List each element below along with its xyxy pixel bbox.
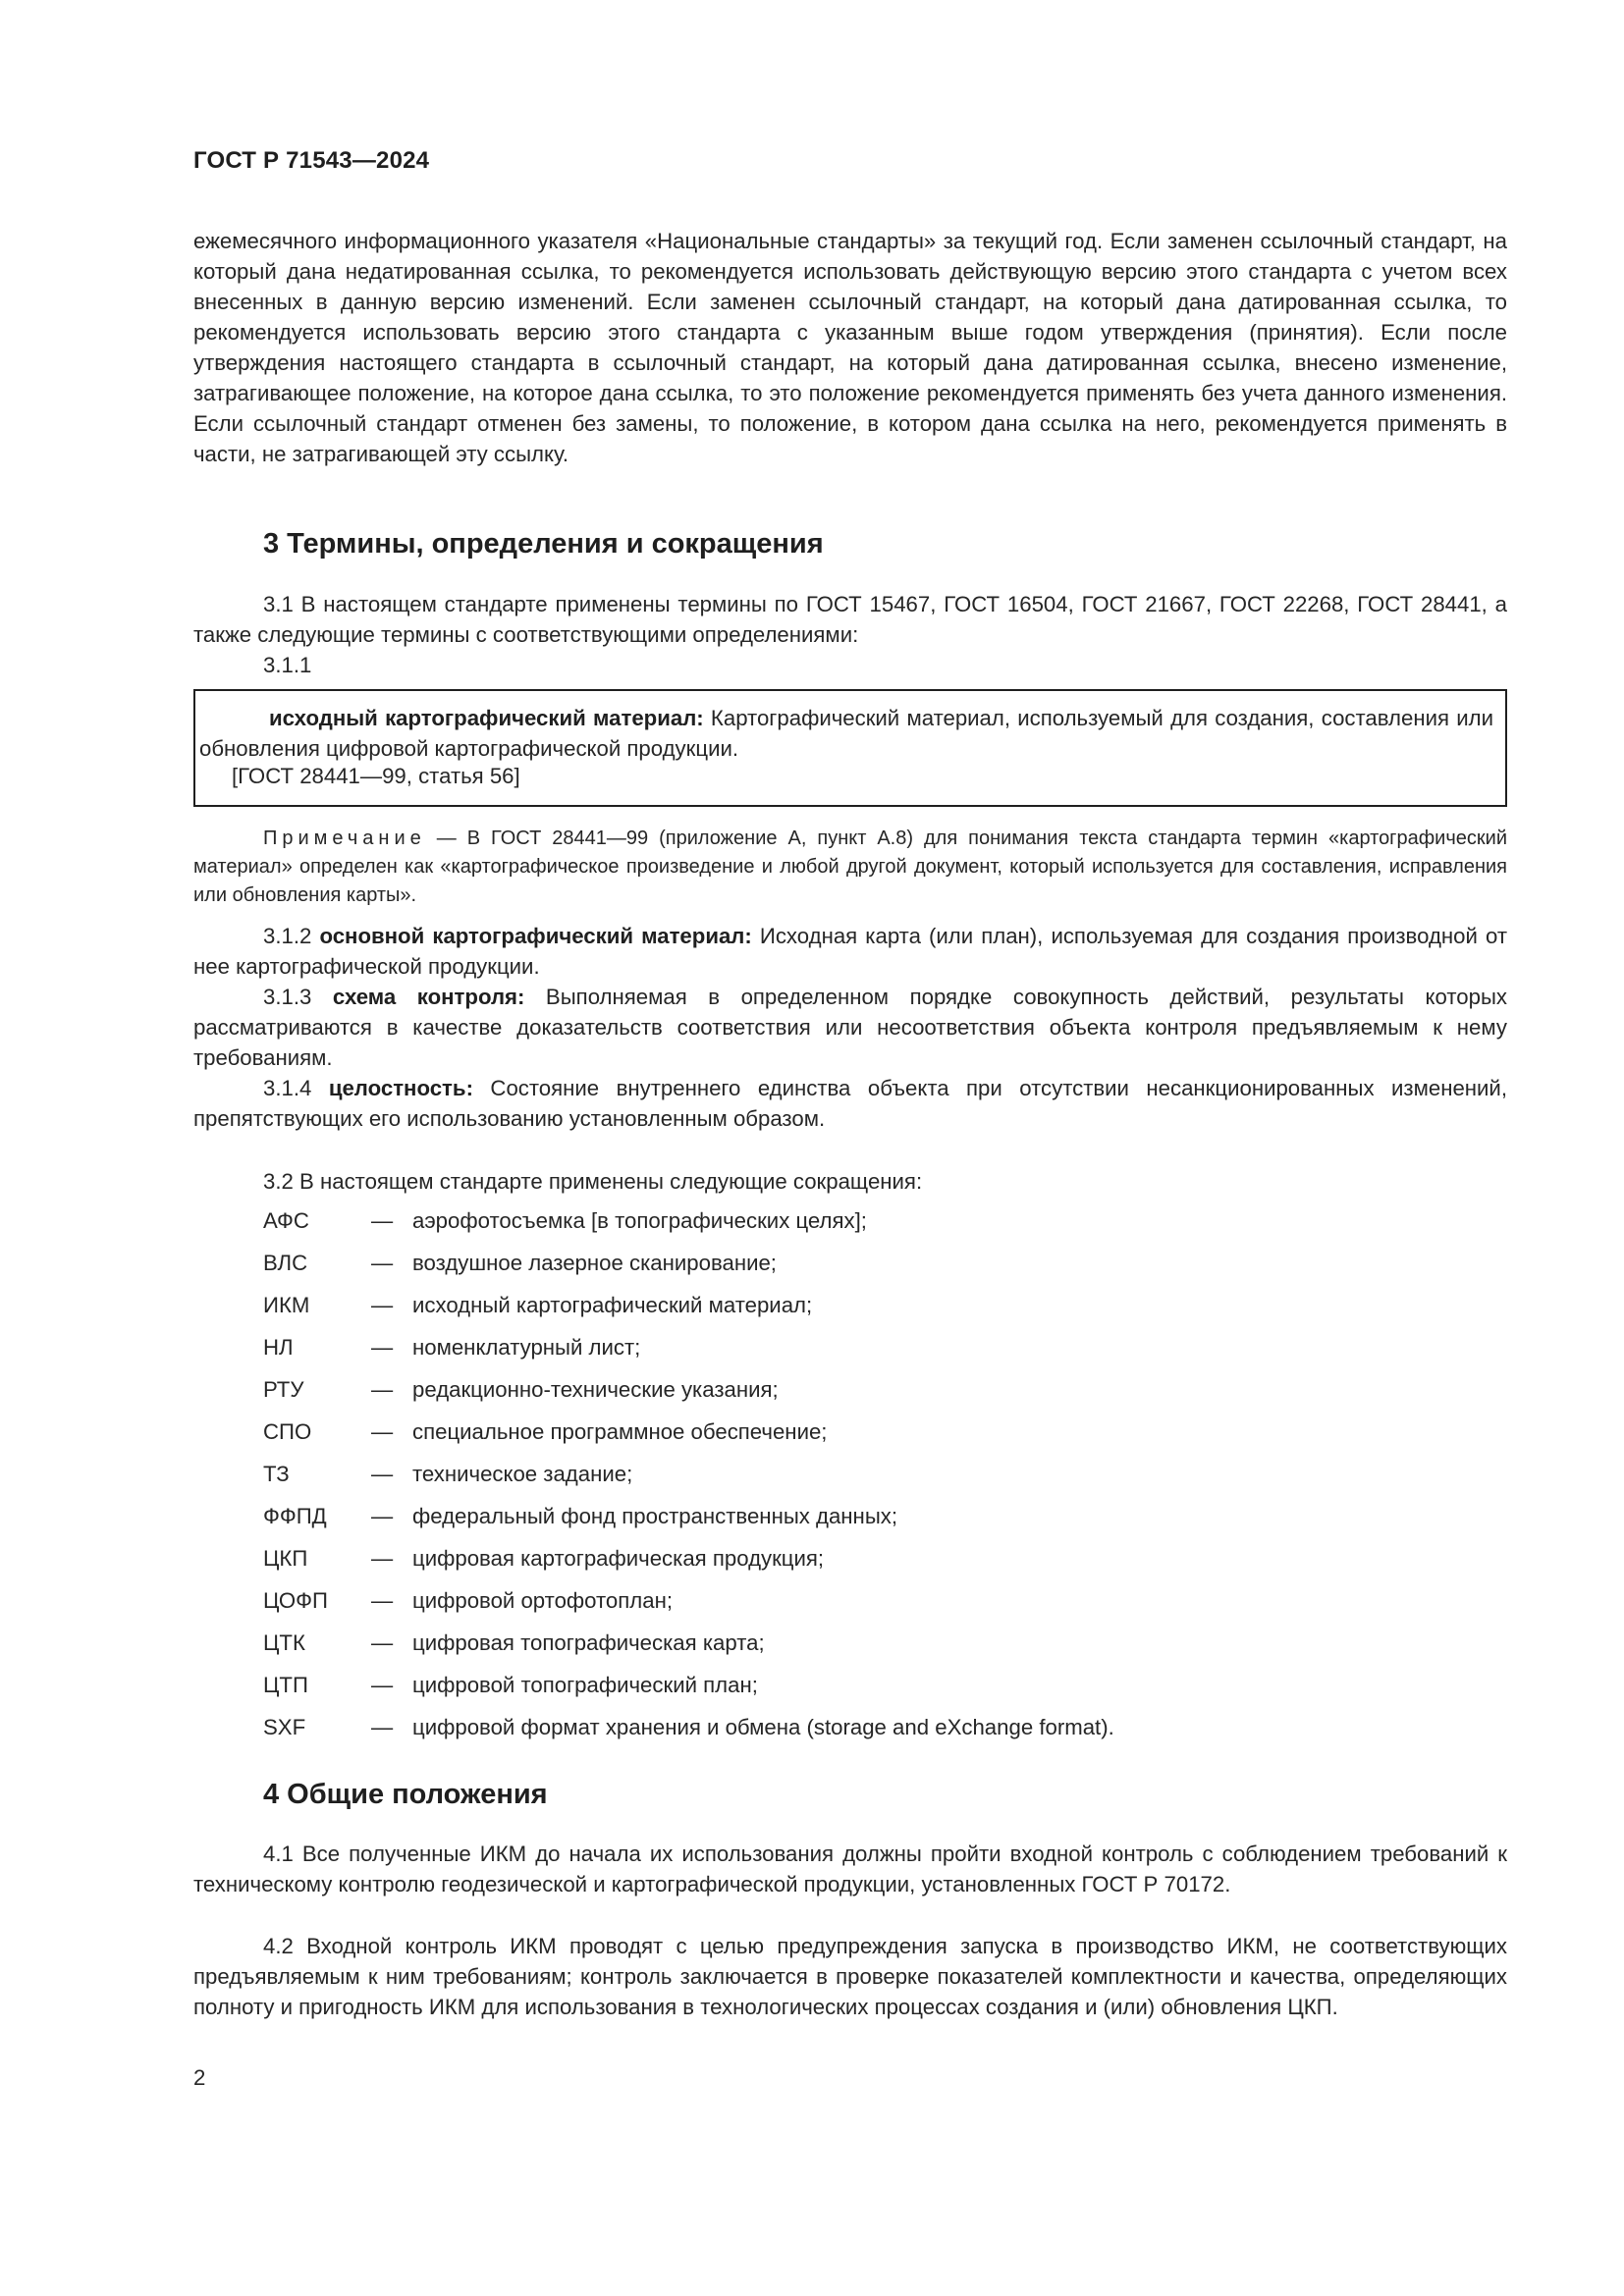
paragraph-4-1: 4.1 Все полученные ИКМ до начала их использования должны пройти входной контроль с соблюдением требований к техническому контролю геодезической и картографической продукции, установленных ГОСТ Р 70172. — [193, 1842, 1507, 1896]
abbreviation: ЦТК — [263, 1630, 305, 1655]
note-paragraph — [193, 825, 1507, 910]
note-label: Примечание — [263, 828, 426, 849]
running-header-doc-id: ГОСТ Р 71543—2024 — [193, 147, 430, 174]
em-dash: — — [371, 1673, 394, 1697]
abbreviation-row — [263, 1205, 1441, 1248]
term-definition: Исходная карта (или план), используемая для создания производной от нее картографической продукции. — [193, 924, 1507, 979]
em-dash: — — [371, 1293, 394, 1317]
abbreviation-definition: цифровая картографическая продукция; — [412, 1546, 825, 1571]
em-dash: — — [371, 1335, 394, 1360]
abbreviation-row — [263, 1628, 1441, 1670]
abbreviation-row — [263, 1290, 1441, 1332]
section-4-heading: 4 Общие положения — [263, 1779, 548, 1810]
abbreviation: ВЛС — [263, 1251, 308, 1275]
abbreviation: ТЗ — [263, 1462, 290, 1486]
abbreviation-definition: цифровая топографическая карта; — [412, 1630, 765, 1655]
abbreviation-row — [263, 1416, 1441, 1459]
definition-3-1-1: Картографический материал, используемый для создания, составления или обновления цифровой картографической продукции. — [199, 706, 1493, 761]
term-title: основной картографический материал: — [319, 924, 752, 948]
abbreviation-definition: специальное программное обеспечение; — [412, 1419, 828, 1444]
abbreviation-definition: федеральный фонд пространственных данных; — [412, 1504, 898, 1528]
abbreviation: ФФПД — [263, 1504, 327, 1528]
abbreviation-definition: цифровой формат хранения и обмена (storage and eXchange format). — [412, 1715, 1114, 1739]
abbreviation-row — [263, 1543, 1441, 1585]
abbreviation-row — [263, 1332, 1441, 1374]
paragraph-3-1-1-number: 3.1.1 — [263, 653, 312, 677]
abbreviation-row — [263, 1712, 1441, 1754]
page-number: 2 — [193, 2065, 206, 2090]
term-3-1-2 — [193, 921, 1507, 982]
abbreviation: ИКМ — [263, 1293, 310, 1317]
section-3-heading: 3 Термины, определения и сокращения — [263, 528, 824, 560]
abbreviation: ЦКП — [263, 1546, 308, 1571]
abbreviation: ЦТП — [263, 1673, 308, 1697]
em-dash: — — [371, 1462, 394, 1486]
abbreviation: АФС — [263, 1208, 309, 1233]
abbreviation: СПО — [263, 1419, 312, 1444]
abbreviation: SXF — [263, 1715, 306, 1739]
abbreviation-definition: цифровой ортофотоплан; — [412, 1588, 673, 1613]
abbreviation-definition: номенклатурный лист; — [412, 1335, 641, 1360]
em-dash: — — [371, 1251, 394, 1275]
abbreviation-row — [263, 1248, 1441, 1290]
term-title: схема контроля: — [332, 985, 525, 1009]
paragraph-3-2: 3.2 В настоящем стандарте применены следующие сокращения: — [263, 1169, 923, 1194]
abbreviation: РТУ — [263, 1377, 304, 1402]
intro-paragraph: ежемесячного информационного указателя «Национальные стандарты» за текущий год. Если заменен ссылочный стандарт, на который дана недатированная ссылка, то рекомендуется использовать действующую версию этого стандарта с учетом всех внесенных в данную версию изменений. Если заменен ссылочный стандарт, на который дана датированная ссылка, то рекомендуется использовать версию этого стандарта с указанным выше годом утверждения (принятия). Если после утверждения настоящего стандарта в ссылочный стандарт, на который дана датированная ссылка, внесено изменение, затрагивающее положение, на которое дана ссылка, то это положение рекомендуется применять без учета данного изменения. Если ссылочный стандарт отменен без замены, то положение, в котором дана ссылка на него, рекомендуется применять в части, не затрагивающей эту ссылку. — [193, 229, 1507, 466]
abbreviation-row — [263, 1501, 1441, 1543]
abbreviation-definition: цифровой топографический план; — [412, 1673, 758, 1697]
em-dash: — — [371, 1504, 394, 1528]
abbreviation: НЛ — [263, 1335, 294, 1360]
abbreviation-definition: аэрофотосъемка [в топографических целях]; — [412, 1208, 867, 1233]
term-definition-3-1-1 — [199, 703, 1493, 764]
paragraph-3-1: 3.1 В настоящем стандарте применены термины по ГОСТ 15467, ГОСТ 16504, ГОСТ 21667, ГОСТ 22268, ГОСТ 28441, а также следующие термины с соответствующими определениями: — [193, 592, 1507, 647]
paragraph-4-2: 4.2 Входной контроль ИКМ проводят с целью предупреждения запуска в производство ИКМ, не соответствующих предъявляемым к ним требованиям; контроль заключается в проверке показателей комплектности и качества, определяющих полноту и пригодность ИКМ для использования в технологических процессах создания и (или) обновления ЦКП. — [193, 1934, 1507, 2019]
term-definition-box — [193, 689, 1507, 807]
abbreviation-definition: техническое задание; — [412, 1462, 633, 1486]
term-3-1-3 — [193, 982, 1507, 1073]
abbreviation-row — [263, 1374, 1441, 1416]
em-dash: — — [371, 1377, 394, 1402]
abbreviation-row — [263, 1670, 1441, 1712]
abbreviations-list — [263, 1205, 1441, 1754]
em-dash: — — [371, 1715, 394, 1739]
term-3-1-4 — [193, 1073, 1507, 1134]
em-dash: — — [371, 1208, 394, 1233]
term-source-reference: [ГОСТ 28441—99, статья 56] — [232, 764, 520, 788]
em-dash: — — [371, 1419, 394, 1444]
abbreviation: ЦОФП — [263, 1588, 328, 1613]
term-definition: Выполняемая в определенном порядке совокупность действий, результаты которых рассматриваются в качестве доказательств соответствия или несоответствия объекта контроля предъявляемым к нему требованиям. — [193, 985, 1507, 1070]
abbreviation-definition: редакционно-технические указания; — [412, 1377, 779, 1402]
term-definition: Состояние внутреннего единства объекта при отсутствии несанкционированных изменений, препятствующих его использованию установленным образом. — [193, 1076, 1507, 1131]
abbreviation-definition: воздушное лазерное сканирование; — [412, 1251, 777, 1275]
term-number: 3.1.2 — [263, 924, 320, 948]
em-dash: — — [371, 1546, 394, 1571]
abbreviation-definition: исходный картографический материал; — [412, 1293, 813, 1317]
term-3-1-1: исходный картографический материал: — [269, 706, 704, 730]
abbreviation-row — [263, 1585, 1441, 1628]
term-number: 3.1.3 — [263, 985, 333, 1009]
abbreviation-row — [263, 1459, 1441, 1501]
em-dash: — — [371, 1630, 394, 1655]
em-dash: — — [371, 1588, 394, 1613]
term-title: целостность: — [328, 1076, 473, 1100]
term-number: 3.1.4 — [263, 1076, 329, 1100]
note-text: — В ГОСТ 28441—99 (приложение А, пункт А.8) для понимания текста стандарта термин «картографический материал» определен как «картографическое произведение и любой другой документ, который используется для составления, исправления или обновления карты». — [193, 828, 1507, 906]
